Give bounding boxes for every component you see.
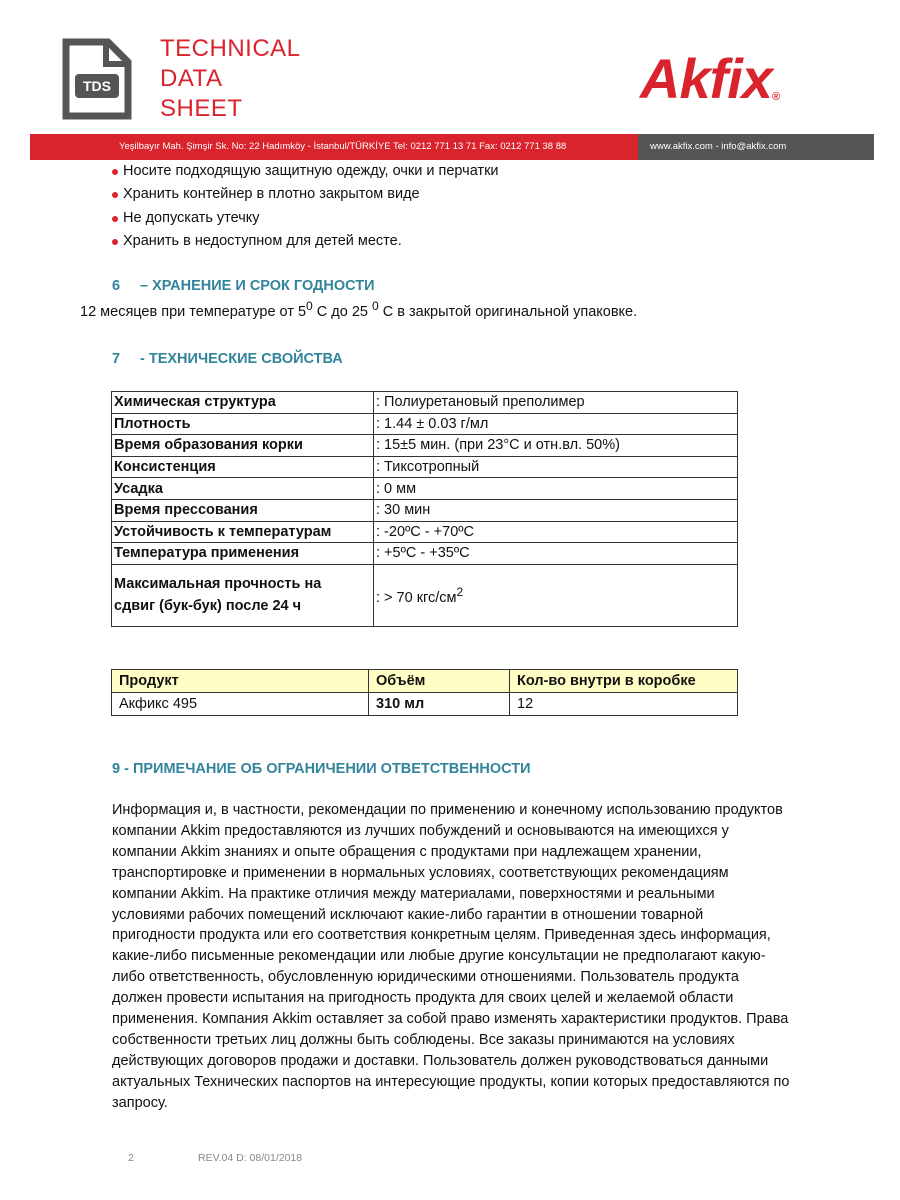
list-item: Носите подходящую защитную одежду, очки и перчатки (112, 160, 499, 183)
product-volume: 310 мл (369, 693, 510, 716)
property-key: Температура применения (112, 543, 374, 565)
tds-document-icon (62, 38, 132, 120)
title-line-2: DATA (160, 65, 223, 92)
table-row (112, 693, 738, 716)
property-key: Время прессования (112, 499, 374, 521)
table-row (112, 499, 738, 521)
property-value: : Тиксотропный (374, 456, 738, 478)
section-6-number: 6 (112, 278, 121, 294)
property-value: : 30 мин (374, 499, 738, 521)
safety-bullet-list (112, 160, 499, 253)
property-key: Устойчивость к температурам (112, 521, 374, 543)
address-bar (30, 134, 874, 160)
section-7-title: - ТЕХНИЧЕСКИЕ СВОЙСТВА (140, 351, 343, 367)
disclaimer-text: Информация и, в частности, рекомендации по применению и конечному использованию продуктов компании Akkim предоставляются из лучших побуждений и основываются на имеющихся у компании Akkim знаниях и опыте обращения с продуктами при надлежащем хранении, транспортировке и применении в нормальных условиях, соответствующих рекомендациям компании Akkim. На практике отличия между материалами, поверхностями и реальными условиями рабочих помещений исключают какие-либо гарантии в отношении товарной пригодности продукта или его соответствия конкретным целям. Приведенная здесь информация, какие-либо письменные рекомендации или любые другие консультации не предполагают какую- либо ответственность, обусловленную юридическими отношениями. Пользователь продукта должен провести испытания на пригодность продукта для своих целей и желаемой области применения. Компания Akkim оставляет за собой право изменять характеристики продуктов. Права собственности третьих лиц должны быть соблюдены. Все заказы принимаются на условиях действующих договоров продажи и доставки. Пользователь должен руководствоваться данными актуальных Технических паспортов на интересующие продукты, копии которых предоставляются по запросу. (112, 802, 790, 1111)
page-number: 2 (128, 1152, 134, 1164)
storage-text: 12 месяцев при температуре от $5^0$ С до 25 $^0$ С в закрытой оригинальной упаковке. (80, 299, 638, 320)
property-key: Время образования корки (112, 435, 374, 457)
properties-table (111, 391, 738, 627)
section-6-title: – ХРАНЕНИЕ И СРОК ГОДНОСТИ (140, 278, 375, 294)
property-key: Консистенция (112, 456, 374, 478)
tds-label: TDS (83, 78, 111, 94)
table-row (112, 543, 738, 565)
product-name: Акфикс 495 (112, 693, 369, 716)
property-key: Плотность (112, 413, 374, 435)
list-item: Хранить контейнер в плотно закрытом виде (112, 183, 499, 206)
company-address: Yeşilbayır Mah. Şimşir Sk. No: 22 Hadımköy - İstanbul/TÜRKİYE Tel: 0212 771 13 71 Fax: 0212 771 38 88 (30, 134, 638, 160)
property-value: : -20ºC - +70ºC (374, 521, 738, 543)
column-header: Объём (369, 670, 510, 693)
title-line-1: TECHNICAL (160, 35, 301, 62)
section-9-heading: 9 - ПРИМЕЧАНИЕ ОБ ОГРАНИЧЕНИИ ОТВЕТСТВЕННОСТИ (112, 761, 531, 777)
column-header: Кол-во внутри в коробке (510, 670, 738, 693)
list-item: Хранить в недоступном для детей месте. (112, 230, 499, 253)
product-box-quantity: 12 (510, 693, 738, 716)
akfix-logo (640, 44, 779, 114)
property-key: Максимальная прочность на сдвиг (бук-бук) после 24 ч (112, 564, 374, 626)
table-row (112, 392, 738, 414)
section-6-heading (112, 278, 375, 294)
table-row (112, 564, 738, 626)
table-row (112, 435, 738, 457)
company-contact: www.akfix.com - info@akfix.com (638, 134, 874, 160)
section-7-heading (112, 351, 343, 367)
table-row (112, 478, 738, 500)
table-row (112, 413, 738, 435)
property-value: : 1.44 ± 0.03 г/мл (374, 413, 738, 435)
logo-registered-mark: ® (771, 91, 780, 103)
product-table (111, 669, 738, 716)
column-header: Продукт (112, 670, 369, 693)
property-key: Усадка (112, 478, 374, 500)
table-row (112, 521, 738, 543)
title-line-3: SHEET (160, 95, 243, 122)
property-key: Химическая структура (112, 392, 374, 414)
document-title (160, 34, 301, 124)
property-value: : +5ºC - +35ºC (374, 543, 738, 565)
property-value: : 15±5 мин. (при 23°С и отн.вл. 50%) (374, 435, 738, 457)
table-row (112, 456, 738, 478)
revision-info: REV.04 D: 08/01/2018 (198, 1152, 303, 1164)
list-item: Не допускать утечку (112, 207, 499, 230)
table-header-row (112, 670, 738, 693)
property-value: : 0 мм (374, 478, 738, 500)
section-7-number: 7 (112, 351, 121, 367)
property-value: : > 70 кгс/$см^2$ (374, 564, 738, 626)
logo-text: Akfix (640, 47, 772, 110)
property-value: : Полиуретановый преполимер (374, 392, 738, 414)
